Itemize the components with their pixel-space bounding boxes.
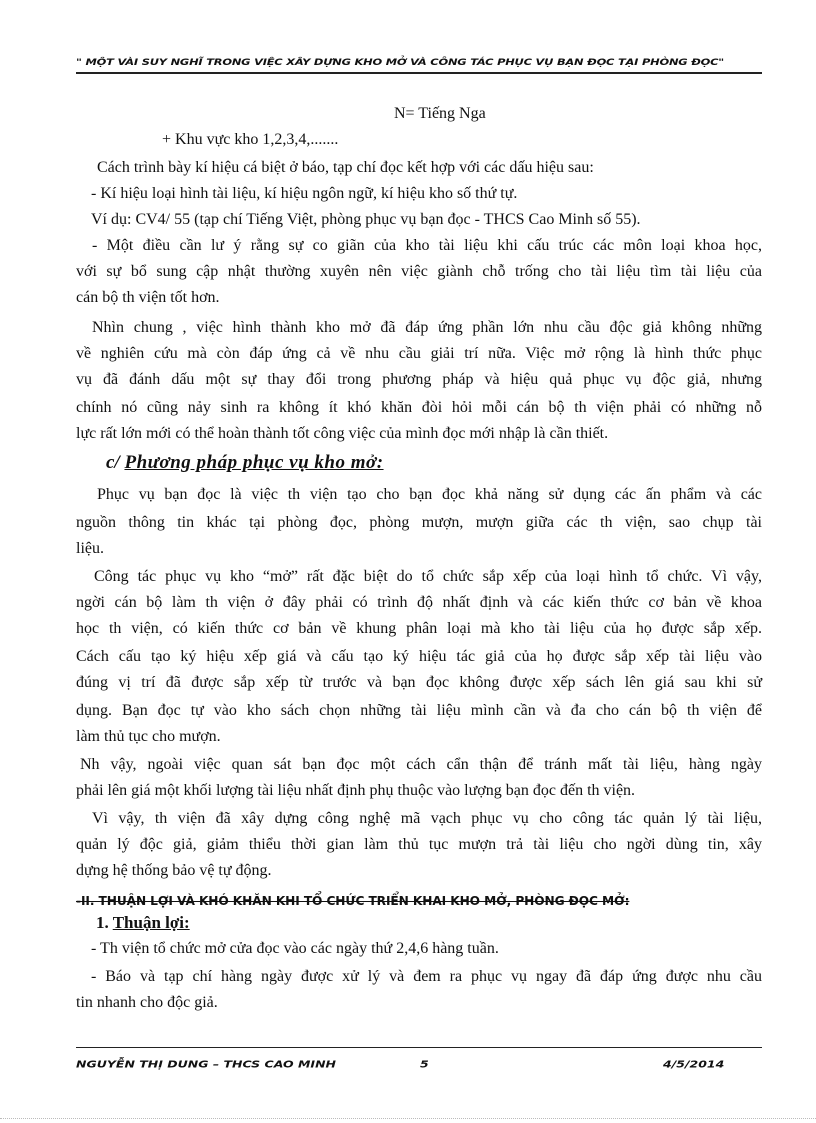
footer-page-number: 5 (420, 1058, 429, 1070)
paragraph-line: - Một điều cần lư ý rằng sự co giãn của kho tài liệu khi cấu trúc các môn loại khoa học, (92, 237, 762, 254)
paragraph-line: làm thủ tục cho mượn. (76, 728, 221, 745)
page-edge-divider (0, 1118, 816, 1119)
section-1-heading (96, 911, 190, 935)
paragraph-line: Vì vậy, th viện đã xây dựng công nghệ mã vạch phục vụ cho công tác quản lý tài liệu, (92, 810, 762, 827)
paragraph-line: ngời cán bộ làm th viện ở đây phải có trình độ nhất định và các kiến thức cơ bản về khoa (76, 594, 762, 611)
paragraph-line: Nh vậy, ngoài việc quan sát bạn đọc một cách cẩn thận để tránh mất tài liệu, hàng ngày (80, 756, 762, 773)
header-title: " MỘT VÀI SUY NGHĨ TRONG VIỆC XÂY DỰNG KHO MỞ VÀ CÔNG TÁC PHỤC VỤ BẠN ĐỌC TẠI PHÒNG ĐỌC" (76, 56, 724, 68)
paragraph-line: dựng hệ thống bảo vệ tự động. (76, 862, 272, 879)
paragraph-line: cán bộ th viện tốt hơn. (76, 289, 220, 306)
paragraph-line: học th viện, có kiến thức cơ bản về khung phân loại mà kho tài liệu của họ được sắp xếp. (76, 620, 762, 637)
section-ii-heading: -II. THUẬN LỢI VÀ KHÓ KHĂN KHI TỔ CHỨC TRIỂN KHAI KHO MỞ, PHÒNG ĐỌC MỞ: (76, 894, 630, 908)
paragraph-line: Phục vụ bạn đọc là việc th viện tạo cho bạn đọc khả năng sử dụng các ấn phẩm và các (97, 486, 762, 503)
paragraph-line: Cách cấu tạo ký hiệu xếp giá và cấu tạo ký hiệu tác giả của họ được sắp xếp tài liệu vào (76, 648, 762, 665)
paragraph-line: chính nó cũng nảy sinh ra không ít khó khăn đòi hỏi mỗi cán bộ th viện phải có những nỗ (76, 399, 762, 416)
section-1-number: 1. (96, 913, 109, 932)
footer-rule (76, 1047, 762, 1048)
section-c-title: Phương pháp phục vụ kho mở: (124, 452, 384, 473)
paragraph-line: - Th viện tổ chức mở cửa đọc vào các ngày thứ 2,4,6 hàng tuần. (91, 940, 499, 957)
footer-author: NGUYỄN THỊ DUNG – THCS CAO MINH (76, 1058, 336, 1070)
paragraph-line: với sự bổ sung cập nhật thường xuyên nên việc giành chỗ trống cho tài liệu tìm tài liệu của (76, 263, 762, 280)
paragraph-line: vụ đã đánh dấu một sự thay đổi trong phương pháp và hiệu quả phục vụ độc giả, nhưng (76, 371, 762, 388)
paragraph-line: liệu. (76, 540, 104, 557)
paragraph-line: - Báo và tạp chí hàng ngày được xử lý và đem ra phục vụ ngay đã đáp ứng được nhu cầu (91, 968, 762, 985)
paragraph-line: về nghiên cứu mà còn đáp ứng cả về nhu cầu giải trí nữa. Việc mở rộng là hình thức phục (76, 345, 762, 362)
paragraph-line: N= Tiếng Nga (394, 105, 486, 122)
paragraph-line: Công tác phục vụ kho “mở” rất đặc biệt do tổ chức sắp xếp của loại hình tổ chức. Vì vậy, (94, 568, 762, 585)
paragraph-line: phải lên giá một khối lượng tài liệu nhất định phụ thuộc vào lượng bạn đọc đến th viện. (76, 782, 636, 799)
paragraph-line: nguồn thông tin khác tại phòng đọc, phòng mượn, mượn giữa các th viện, sao chụp tài (76, 514, 762, 531)
paragraph-line: dụng. Bạn đọc tự vào kho sách chọn những tài liệu mình cần và đa cho cán bộ th viện để (76, 702, 762, 719)
paragraph-line: tin nhanh cho độc giả. (76, 994, 218, 1011)
running-header (76, 50, 762, 74)
footer-date: 4/5/2014 (663, 1058, 725, 1070)
section-c-heading (106, 451, 384, 475)
paragraph-line: Nhìn chung , việc hình thành kho mở đã đáp ứng phần lớn nhu cầu độc giả không những (92, 319, 762, 336)
paragraph-line: đúng vị trí đã được sắp xếp từ trước và bạn đọc không được xếp sách lên giá sau khi sử (76, 674, 762, 691)
paragraph-line: quản lý độc giả, giảm thiểu thời gian làm thủ tục mượn trả tài liệu cho ngời dùng tin, xây (76, 836, 762, 853)
section-1-title: Thuận lợi: (112, 913, 190, 932)
paragraph-line: Cách trình bày kí hiệu cá biệt ở báo, tạp chí đọc kết hợp với các dấu hiệu sau: (97, 159, 594, 176)
paragraph-line: - Kí hiệu loại hình tài liệu, kí hiệu ngôn ngữ, kí hiệu kho số thứ tự. (91, 185, 518, 202)
paragraph-line: Ví dụ: CV4/ 55 (tạp chí Tiếng Việt, phòng phục vụ bạn đọc - THCS Cao Minh số 55). (91, 211, 641, 228)
section-c-prefix: c/ (106, 452, 120, 473)
paragraph-line: lực rất lớn mới có thể hoàn thành tốt công việc của mình đọc mới nhập là cần thiết. (76, 425, 609, 442)
paragraph-line: + Khu vực kho 1,2,3,4,....... (162, 131, 339, 148)
